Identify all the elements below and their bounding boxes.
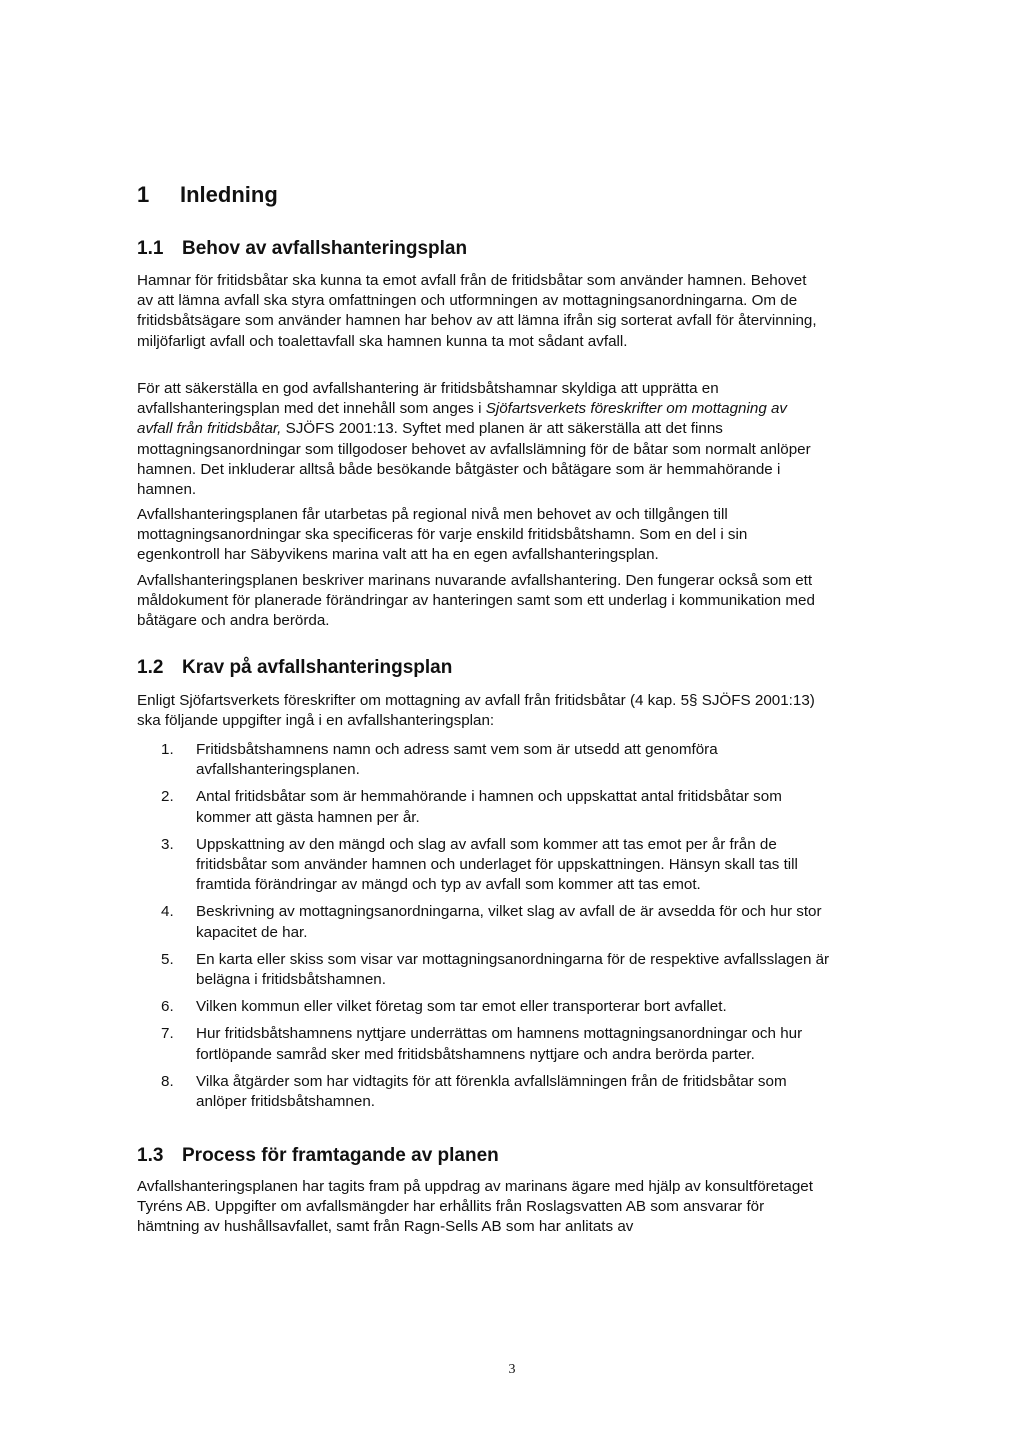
list-item-text: Hur fritidsbåtshamnens nyttjare underrättas om hamnens mottagningsanordningar och hur fortlöpande samråd sker med fritidsbåtshamnens nyttjare och andra berörda parter. (196, 1025, 803, 1063)
list-item (137, 1072, 837, 1112)
list-item-text: Antal fritidsbåtar som är hemmahörande i hamnen och uppskattat antal fritidsbåtar som kommer att gästa hamnen per år. (196, 788, 782, 826)
list-item (137, 835, 837, 896)
section-1-1-paragraph-4: Avfallshanteringsplanen beskriver marinans nuvarande avfallshantering. Den fungerar också som ett måldokument för planerade förändringar av hanteringen samt som ett underlag i kommunikation med båtägare och andra berörda. (137, 572, 815, 630)
list-item-text: Vilka åtgärder som har vidtagits för att förenkla avfallslämningen från de fritidsbåtar som anlöper fritidsbåtshamnen. (196, 1072, 787, 1111)
list-item (137, 740, 837, 780)
paragraph-2-text-end: SJÖFS 2001:13. Syftet med planen är att säkerställa att det finns mottagningsanordningar som tillgodoser behovet av avfallslämning för de båtar som normalt anlöper hamnen. Det inkluderar alltså både besökande båtgäster och båtägare som är hemmahörande i hamnen. (137, 420, 811, 499)
list-item (137, 787, 837, 827)
section-1-3-heading (137, 1145, 499, 1167)
list-item (137, 997, 837, 1017)
list-item-text: Vilken kommun eller vilket företag som tar emot eller transporterar bort avfallet. (196, 998, 727, 1016)
section-1-2-intro: Enligt Sjöfartsverkets föreskrifter om mottagning av avfall från fritidsbåtar (4 kap. 5§ SJÖFS 2001:13) ska följande uppgifter ingå i en avfallshanteringsplan: (137, 692, 815, 730)
section-1-2-title: Krav på avfallshanteringsplan (182, 657, 453, 678)
page-number: 3 (508, 1362, 516, 1377)
list-item (137, 950, 837, 990)
list-item (137, 1024, 837, 1064)
section-1-1-paragraph-1: Hamnar för fritidsbåtar ska kunna ta emot avfall från de fritidsbåtar som använder hamnen. Behovet av att lämna avfall ska styra omfattningen och utformningen av mottagningsanordningarna. Om de fritidsbåtsägare som använder hamnen har behov av att lämna ifrån sig sorterat avfall för återvinning, miljöfarligt avfall och toalettavfall ska hamnen kunna ta mot sådant avfall. (137, 272, 817, 350)
list-item-number: 8. (161, 1072, 174, 1090)
requirements-list (137, 740, 837, 1119)
chapter-title: Inledning (180, 182, 278, 207)
list-item-text: Beskrivning av mottagningsanordningarna, vilket slag av avfall de är avsedda för och hur stor kapacitet de har. (196, 903, 822, 941)
section-1-1-title: Behov av avfallshanteringsplan (182, 238, 468, 259)
section-1-1-number: 1.1 (137, 238, 164, 259)
section-1-2-heading (137, 657, 452, 679)
list-item-text: En karta eller skiss som visar var mottagningsanordningarna för de respektive avfallsslagen är belägna i fritidsbåtshamnen. (196, 950, 830, 989)
section-1-1-paragraph-2 (137, 379, 817, 500)
section-1-1-heading (137, 238, 467, 260)
list-item-number: 5. (161, 950, 174, 968)
section-1-3-title: Process för framtagande av planen (182, 1145, 499, 1166)
list-item-text: Uppskattning av den mängd och slag av avfall som kommer att tas emot per år från de fritidsbåtar som använder hamnen och underlaget för uppskattningen. Hänsyn skall tas till framtida förändringar av mängd och typ av avfall som kommer att tas emot. (196, 835, 798, 894)
list-item-number: 7. (161, 1025, 174, 1043)
section-1-2-number: 1.2 (137, 657, 164, 678)
list-item-text: Fritidsbåtshamnens namn och adress samt vem som är utsedd att genomföra avfallshanteringsplanen. (196, 741, 718, 779)
list-item-number: 4. (161, 903, 174, 921)
section-1-3-number: 1.3 (137, 1145, 164, 1166)
section-1-1-paragraph-3: Avfallshanteringsplanen får utarbetas på regional nivå men behovet av och tillgången till mottagningsanordningar ska specificeras för varje enskild fritidsbåtshamn. Som en del i sin egenkontroll har Säbyvikens marina valt att ha en egen avfallshanteringsplan. (137, 506, 748, 564)
regulation-title: Sjöfartsverkets föreskrifter om mottagning av avfall från fritidsbåtar, (137, 400, 788, 438)
chapter-number: 1 (137, 182, 150, 207)
paragraph-2-text-start: För att säkerställa en god avfallshantering är fritidsbåtshamnar skyldiga att upprätta en avfallshanteringsplan med det innehåll som anges i (137, 380, 719, 418)
list-item-number: 3. (161, 835, 174, 853)
list-item-number: 6. (161, 998, 174, 1016)
list-item-number: 1. (161, 741, 174, 758)
list-item (137, 902, 837, 942)
list-item-number: 2. (161, 788, 174, 806)
chapter-heading (137, 182, 278, 208)
section-1-3-paragraph-1: Avfallshanteringsplanen har tagits fram på uppdrag av marinans ägare med hjälp av konsultföretaget Tyréns AB. Uppgifter om avfallsmängder har erhållits från Roslagsvatten AB som ansvarar för hämtning av hushållsavfallet, samt från Ragn-Sells AB som har anlitats av (137, 1178, 813, 1236)
